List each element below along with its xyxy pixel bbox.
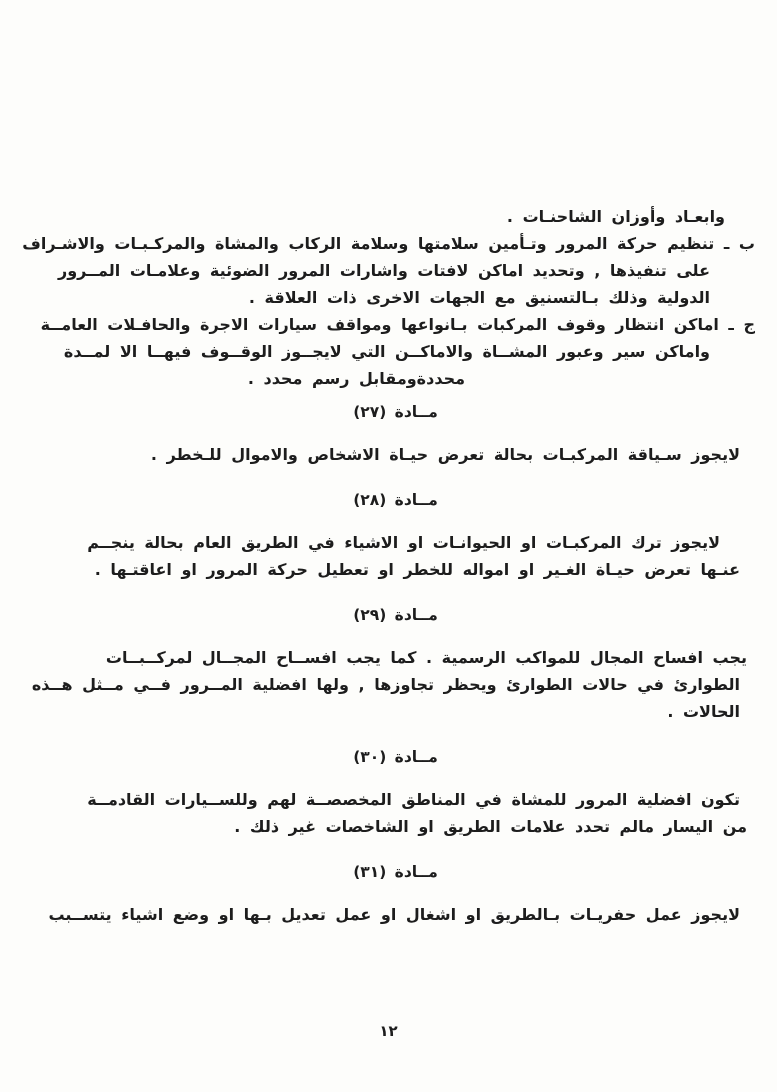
article-28-line-2: عنـها تعرض حيـاة الغـير او امواله للخطر او تعطيل حركة المرور او اعاقتـها . xyxy=(94,560,740,579)
list-item-b-line-3: الدولية وذلك بـالتسنيق مع الجهات الاخرى ذات العلاقة . xyxy=(248,288,710,307)
list-item-b-line-1: ب ـ تنظيم حركة المرور وتـأمين سلامتها وسلامة الركاب والمشاة والمركـبـات والاشـراف xyxy=(22,234,755,253)
list-item-j-line-3: محددةومقابل رسم محدد . xyxy=(247,369,465,388)
article-29-line-3: الحالات . xyxy=(667,702,740,721)
article-27-heading: مــادة (٢٧) xyxy=(353,403,438,421)
article-30-line-2: من اليسار مالم تحدد علامات الطريق او الشاخصات غير ذلك . xyxy=(234,817,747,836)
article-28-line-1: لايجوز ترك المركبـات او الحيوانـات او الاشياء في الطريق العام بحالة ينجــم xyxy=(87,533,720,552)
article-28-heading: مــادة (٢٨) xyxy=(353,491,438,509)
list-item-b-line-2: على تنفيذها , وتحديد اماكن لافتات واشارات المرور الضوئية وعلامـات المــرور xyxy=(58,261,710,280)
article-29-heading: مــادة (٢٩) xyxy=(353,606,438,624)
article-29-line-2: الطوارئ في حالات الطوارئ ويحظر تجاوزها , ولها افضلية المــرور فــي مــثل هــذه xyxy=(31,675,740,694)
list-item-j-line-1: ج ـ اماكن انتظار وقوف المركبات بـانواعها ومواقف سيارات الاجرة والحافـلات العامــة xyxy=(40,315,755,334)
page-body xyxy=(22,203,755,928)
continuation-tail-line: وابعـاد وأوزان الشاحنـات . xyxy=(506,207,725,226)
article-31-heading: مــادة (٣١) xyxy=(353,863,438,881)
article-30-heading: مــادة (٣٠) xyxy=(353,748,438,766)
article-29-line-1: يجب افساح المجال للمواكب الرسمية . كما يجب افســاح المجــال لمركــبــات xyxy=(105,648,747,667)
list-item-j-line-2: واماكن سير وعبور المشــاة والاماكــن التي لايجــوز الوقــوف فيهــا الا لمــدة xyxy=(63,342,710,361)
article-31-line-1: لايجوز عمل حفريـات بـالطريق او اشغال او عمل تعديل بـها او وضع اشياء يتســبب xyxy=(48,905,740,924)
page-footer xyxy=(0,1022,777,1040)
page-number: ١٢ xyxy=(379,1022,398,1040)
article-30-line-1: تكون افضلية المرور للمشاة في المناطق المخصصــة لهم وللســيارات القادمــة xyxy=(87,790,740,809)
article-27-line-1: لايجوز سـياقة المركبـات بحالة تعرض حيـاة الاشخاص والاموال للـخطر . xyxy=(150,445,740,464)
